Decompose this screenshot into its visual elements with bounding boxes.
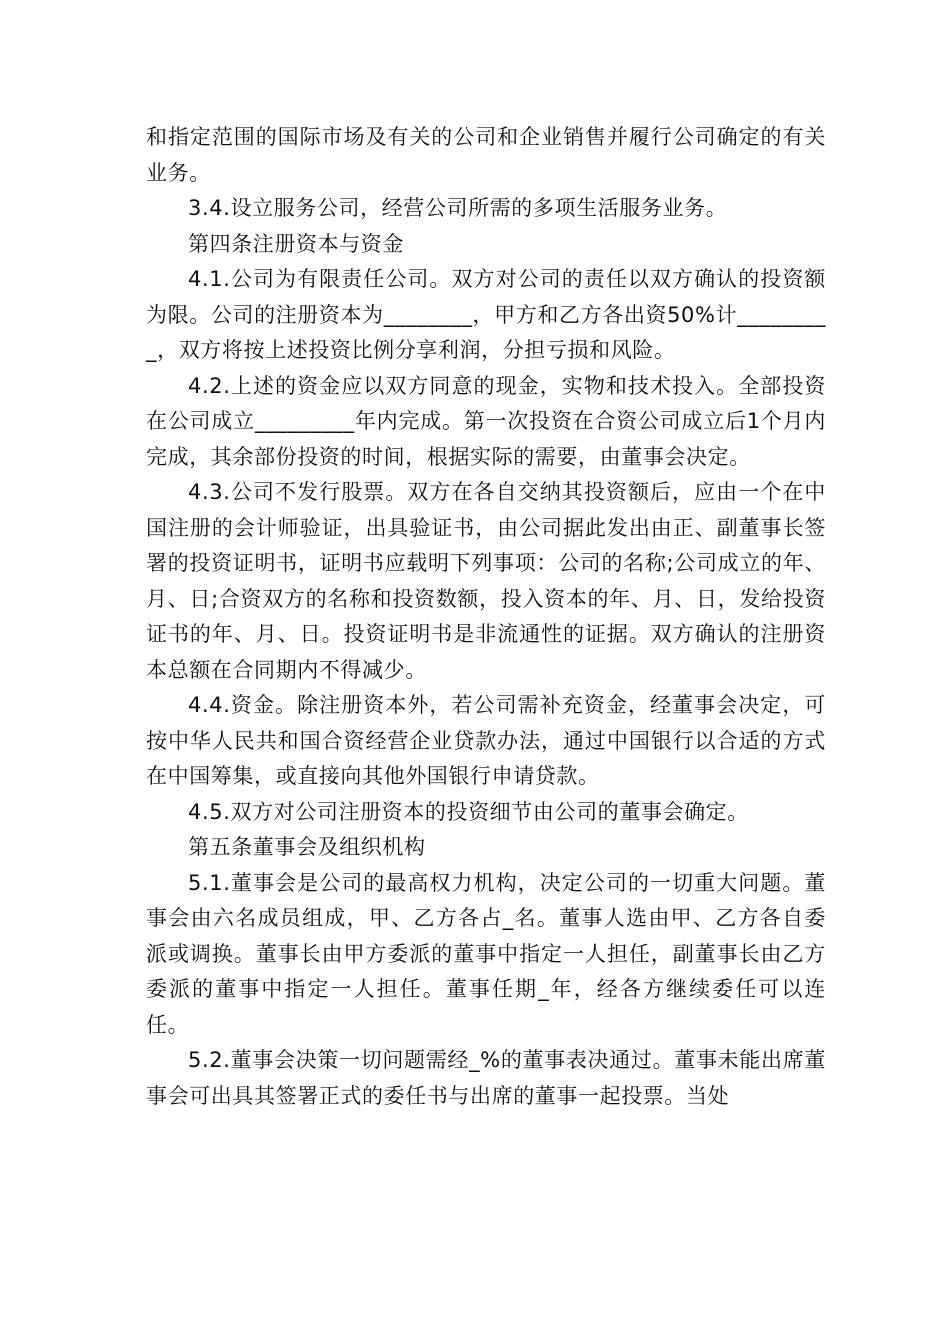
paragraph-4-5: 4.5.双方对公司注册资本的投资细节由公司的董事会确定。 (188, 799, 749, 824)
paragraph-4-1: 4.1.公司为有限责任公司。双方对公司的责任以双方确认的投资额为限。公司的注册资本为________，甲方和乙方各出资50%计_________，双方将按上述投资比例分享利润，分担亏损和风险。 (146, 267, 826, 362)
paragraph-5-1: 5.1.董事会是公司的最高权力机构，决定公司的一切重大问题。董事会由六名成员组成，甲、乙方各占_名。董事人选由甲、乙方各自委派或调换。董事长由甲方委派的董事中指定一人担任，副董事长由乙方委派的董事中指定一人担任。董事任期_年，经各方继续委任可以连任。 (146, 870, 826, 1037)
section-heading-article-4: 第四条注册资本与资金 (188, 231, 404, 256)
paragraph-continuation: 和指定范围的国际市场及有关的公司和企业销售并履行公司确定的有关业务。 (146, 125, 826, 185)
paragraph-3-4: 3.4.设立服务公司，经营公司所需的多项生活服务业务。 (188, 196, 728, 220)
paragraph-5-2: 5.2.董事会决策一切问题需经_%的董事表决通过。董事未能出席董事会可出具其签署正式的委任书与出席的董事一起投票。当处 (146, 1048, 826, 1108)
document-body (146, 120, 826, 1114)
paragraph-4-3: 4.3.公司不发行股票。双方在各自交纳其投资额后，应由一个在中国注册的会计师验证，出具验证书，由公司据此发出由正、副董事长签署的投资证明书，证明书应载明下列事项：公司的名称;公司成立的年、月、日;合资双方的名称和投资数额，投入资本的年、月、日，发给投资证书的年、月、日。投资证明书是非流通性的证据。双方确认的注册资本总额在合同期内不得减少。 (146, 480, 826, 682)
paragraph-4-2: 4.2.上述的资金应以双方同意的现金，实物和技术投入。全部投资在公司成立_________年内完成。第一次投资在合资公司成立后1个月内完成，其余部份投资的时间，根据实际的需要，由董事会决定。 (146, 373, 826, 469)
paragraph-4-4: 4.4.资金。除注册资本外，若公司需补充资金，经董事会决定，可按中华人民共和国合资经营企业贷款办法，通过中国银行以合适的方式在中国筹集，或直接向其他外国银行申请贷款。 (146, 693, 826, 788)
section-heading-article-5: 第五条董事会及组织机构 (188, 835, 426, 859)
